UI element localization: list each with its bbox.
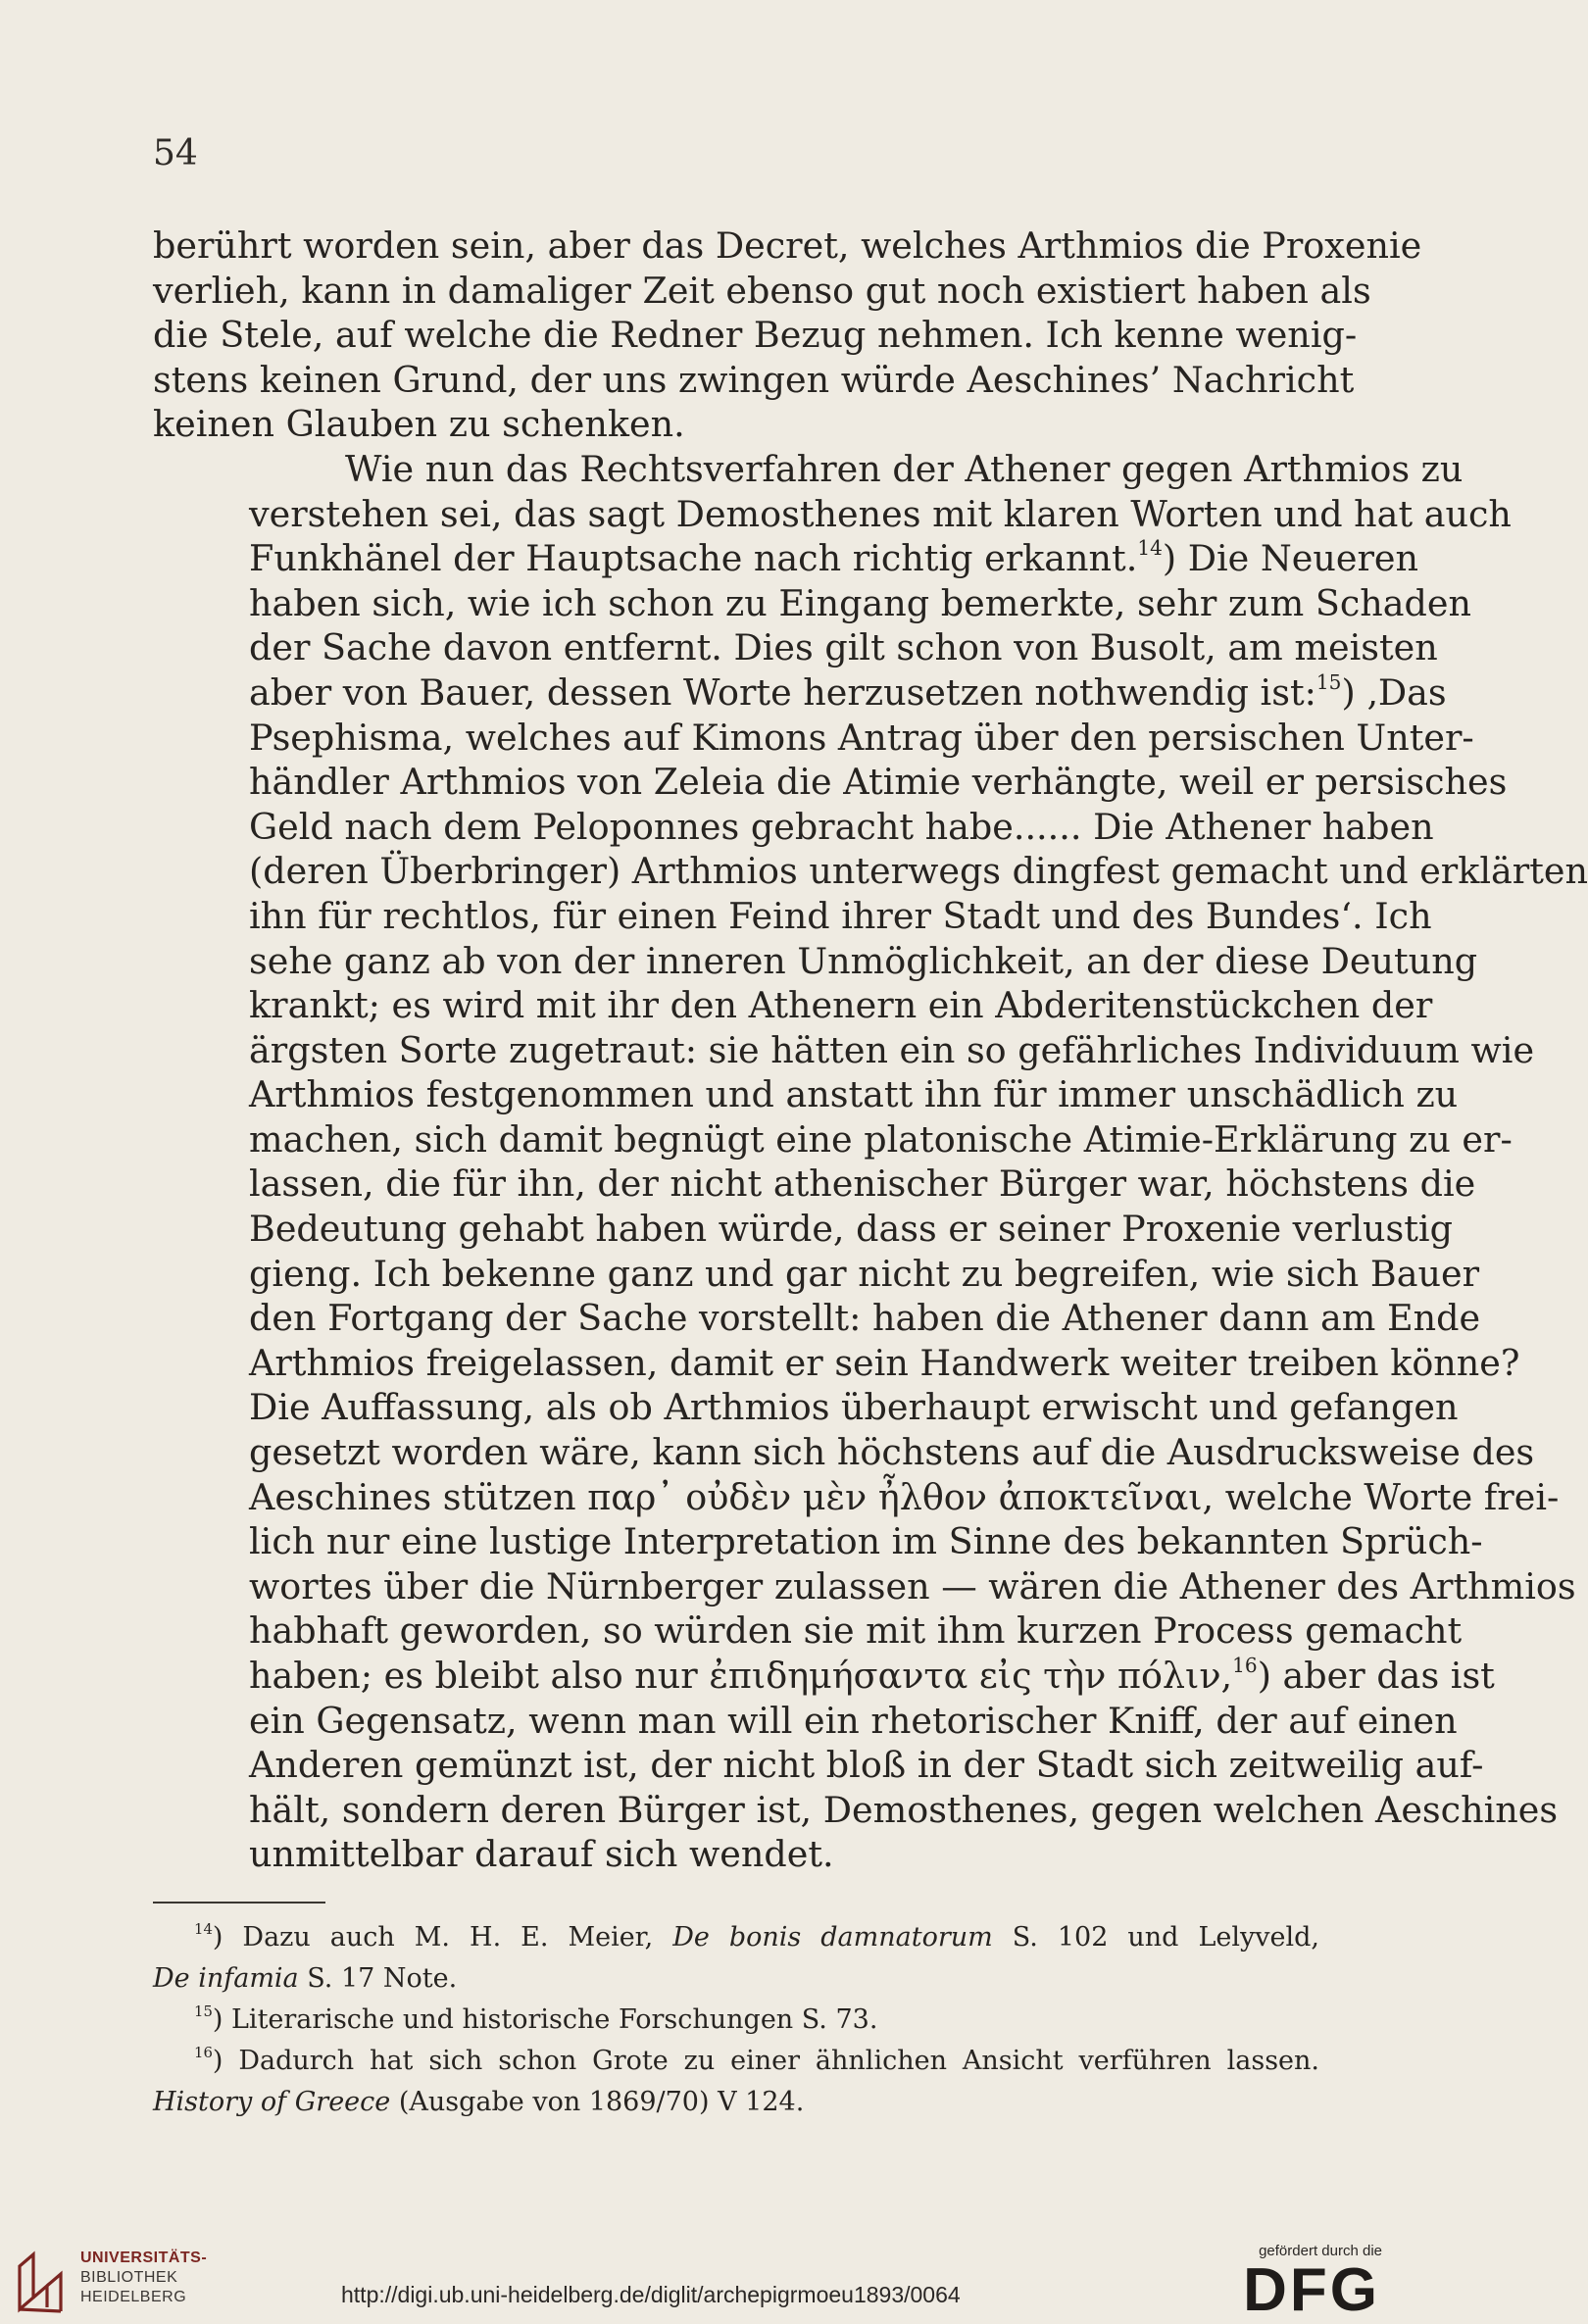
book-title: History of Greece (153, 2087, 391, 2117)
text-line (153, 1653, 1495, 1699)
footnote-divider (153, 1902, 325, 1904)
text-line: den Fortgang der Sache vorstellt: haben die Athener dann am Ende (249, 1297, 1481, 1340)
institution-line: BIBLIOTHEK (80, 2269, 178, 2286)
footnote-line (153, 1958, 1319, 2000)
text-line: ihn für rechtlos, für einen Feind ihrer Stadt und des Bundes‘. Ich (249, 894, 1432, 937)
footnote-text: ) Dazu auch M. H. E. Meier, (212, 1922, 673, 1953)
text-line: Aeschines stützen παρ᾽ οὐδὲν μὲν ἦλθον ἀποκτεῖναι, welche Worte frei- (249, 1475, 1560, 1518)
text-fragment: ) aber das ist (1257, 1655, 1495, 1697)
page-number: 54 (153, 133, 198, 173)
text-line: sehe ganz ab von der inneren Unmöglichkeit, an der diese Deutung (249, 939, 1478, 982)
text-line: gesetzt worden wäre, kann sich höchstens auf die Ausdrucksweise des (249, 1431, 1535, 1474)
text-line: lassen, die für ihn, der nicht athenischer Bürger war, höchstens die (249, 1162, 1476, 1206)
text-line: krankt; es wird mit ihr den Athenern ein Abderitenstückchen der (249, 984, 1433, 1027)
text-line: Anderen gemünzt ist, der nicht bloß in der Stadt sich zeitweilig auf- (249, 1744, 1484, 1787)
text-line: lich nur eine lustige Interpretation im Sinne des bekannten Sprüch- (249, 1520, 1483, 1563)
footnote-text: ) Dadurch hat sich schon Grote zu einer ähnlichen Ansicht verführen lassen. (212, 2046, 1319, 2076)
footnote-number: 15 (194, 2003, 213, 2021)
text-line: die Stele, auf welche die Redner Bezug nehmen. Ich kenne wenig- (153, 314, 1358, 357)
text-line: machen, sich damit begnügt eine platonische Atimie-Erklärung zu er- (249, 1117, 1513, 1161)
text-fragment: Funkhänel der Hauptsache nach richtig erkannt. (249, 537, 1138, 580)
university-library-name (80, 2249, 207, 2307)
text-fragment: aber von Bauer, dessen Worte herzusetzen nothwendig ist: (249, 670, 1316, 714)
text-line: habhaft geworden, so würden sie mit ihm kurzen Process gemacht (249, 1609, 1463, 1653)
footnote-text: S. 102 und Lelyveld, (992, 1922, 1320, 1953)
footnote-line (153, 2000, 1319, 2041)
text-line: haben sich, wie ich schon zu Eingang bemerkte, sehr zum Schaden (249, 581, 1472, 624)
footnote-text: (Ausgabe von 1869/70) V 124. (390, 2087, 805, 2117)
text-line: berührt worden sein, aber das Decret, welches Arthmios die Proxenie (153, 224, 1422, 267)
text-line: der Sache davon entfernt. Dies gilt schon von Busolt, am meisten (249, 626, 1438, 669)
text-line: unmittelbar darauf sich wendet. (249, 1833, 834, 1876)
footnotes (153, 1917, 1319, 2123)
text-line: ärgsten Sorte zugetraut: sie hätten ein so gefährliches Individuum wie (249, 1028, 1535, 1071)
text-line: wortes über die Nürnberger zulassen — wären die Athener des Arthmios (249, 1564, 1576, 1607)
permalink-url[interactable]: http://digi.ub.uni-heidelberg.de/diglit/archepigrmoeu1893/0064 (341, 2282, 961, 2307)
funding-note: gefördert durch die (1259, 2243, 1382, 2259)
text-line: Arthmios festgenommen und anstatt ihn für immer unschädlich zu (249, 1073, 1459, 1116)
footnote-line (153, 2082, 1319, 2123)
footer (0, 2225, 1400, 2323)
institution-line: HEIDELBERG (80, 2289, 187, 2305)
book-title: De bonis damnatorum (672, 1922, 993, 1953)
text-line: Arthmios freigelassen, damit er sein Handwerk weiter treiben könne? (249, 1341, 1520, 1384)
paragraph (153, 223, 1422, 447)
footnote-15 (153, 2000, 1319, 2041)
footnote-ref: 15 (1315, 669, 1342, 694)
text-fragment: ) Die Neueren (1162, 537, 1419, 580)
text-line: Wie nun das Rechtsverfahren der Athener gegen Arthmios zu (345, 447, 1464, 490)
text-line: Bedeutung gehabt haben würde, dass er seiner Proxenie verlustig (249, 1208, 1453, 1251)
text-line: Geld nach dem Peloponnes gebracht habe...... Die Athener haben (249, 805, 1434, 848)
footnote-text: S. 17 Note. (298, 1963, 458, 1994)
text-line: gieng. Ich bekenne ganz und gar nicht zu begreifen, wie sich Bauer (249, 1252, 1480, 1295)
text-line: hält, sondern deren Bürger ist, Demosthenes, gegen welchen Aeschines (249, 1788, 1559, 1831)
text-line: (deren Überbringer) Arthmios unterwegs dingfest gemacht und erklärten (249, 850, 1588, 893)
paragraph (153, 447, 1588, 1877)
footnote-line (153, 2041, 1319, 2082)
dfg-logo: DFG (1243, 2256, 1380, 2324)
institution-line: UNIVERSITÄTS- (80, 2250, 208, 2266)
footnote-number: 14 (194, 1920, 213, 1939)
book-title: De infamia (153, 1963, 299, 1994)
text-line: keinen Glauben zu schenken. (153, 403, 685, 446)
body-text (153, 223, 1588, 1877)
text-fragment: haben; es bleibt also nur ἐπιδημήσαντα εἰς τὴν πόλιν, (249, 1655, 1233, 1697)
text-line (153, 669, 1447, 716)
footnote-text: ) Literarische und historische Forschungen S. 73. (212, 2004, 878, 2035)
text-line: verstehen sei, das sagt Demosthenes mit klaren Worten und hat auch (249, 492, 1512, 535)
footnote-ref: 16 (1232, 1653, 1258, 1677)
text-line: Die Auffassung, als ob Arthmios überhaupt erwischt und gefangen (249, 1386, 1459, 1429)
text-line: ein Gegensatz, wenn man will ein rhetorischer Kniff, der auf einen (249, 1699, 1458, 1742)
footnote-14 (153, 1917, 1319, 2000)
text-line: händler Arthmios von Zeleia die Atimie verhängte, weil er persisches (249, 761, 1508, 804)
text-line: verlieh, kann in damaliger Zeit ebenso gut noch existiert haben als (153, 269, 1371, 312)
university-library-logo-icon (14, 2249, 71, 2315)
text-line (153, 536, 1419, 581)
footnote-ref: 14 (1137, 536, 1163, 561)
text-fragment: ) ‚Das (1341, 670, 1447, 714)
footnote-16 (153, 2041, 1319, 2123)
footnote-line (153, 1917, 1319, 1958)
footnote-number: 16 (194, 2044, 213, 2062)
text-line: stens keinen Grund, der uns zwingen würde Aeschines’ Nachricht (153, 358, 1355, 401)
text-line: Psephisma, welches auf Kimons Antrag über den persischen Unter- (249, 716, 1474, 759)
